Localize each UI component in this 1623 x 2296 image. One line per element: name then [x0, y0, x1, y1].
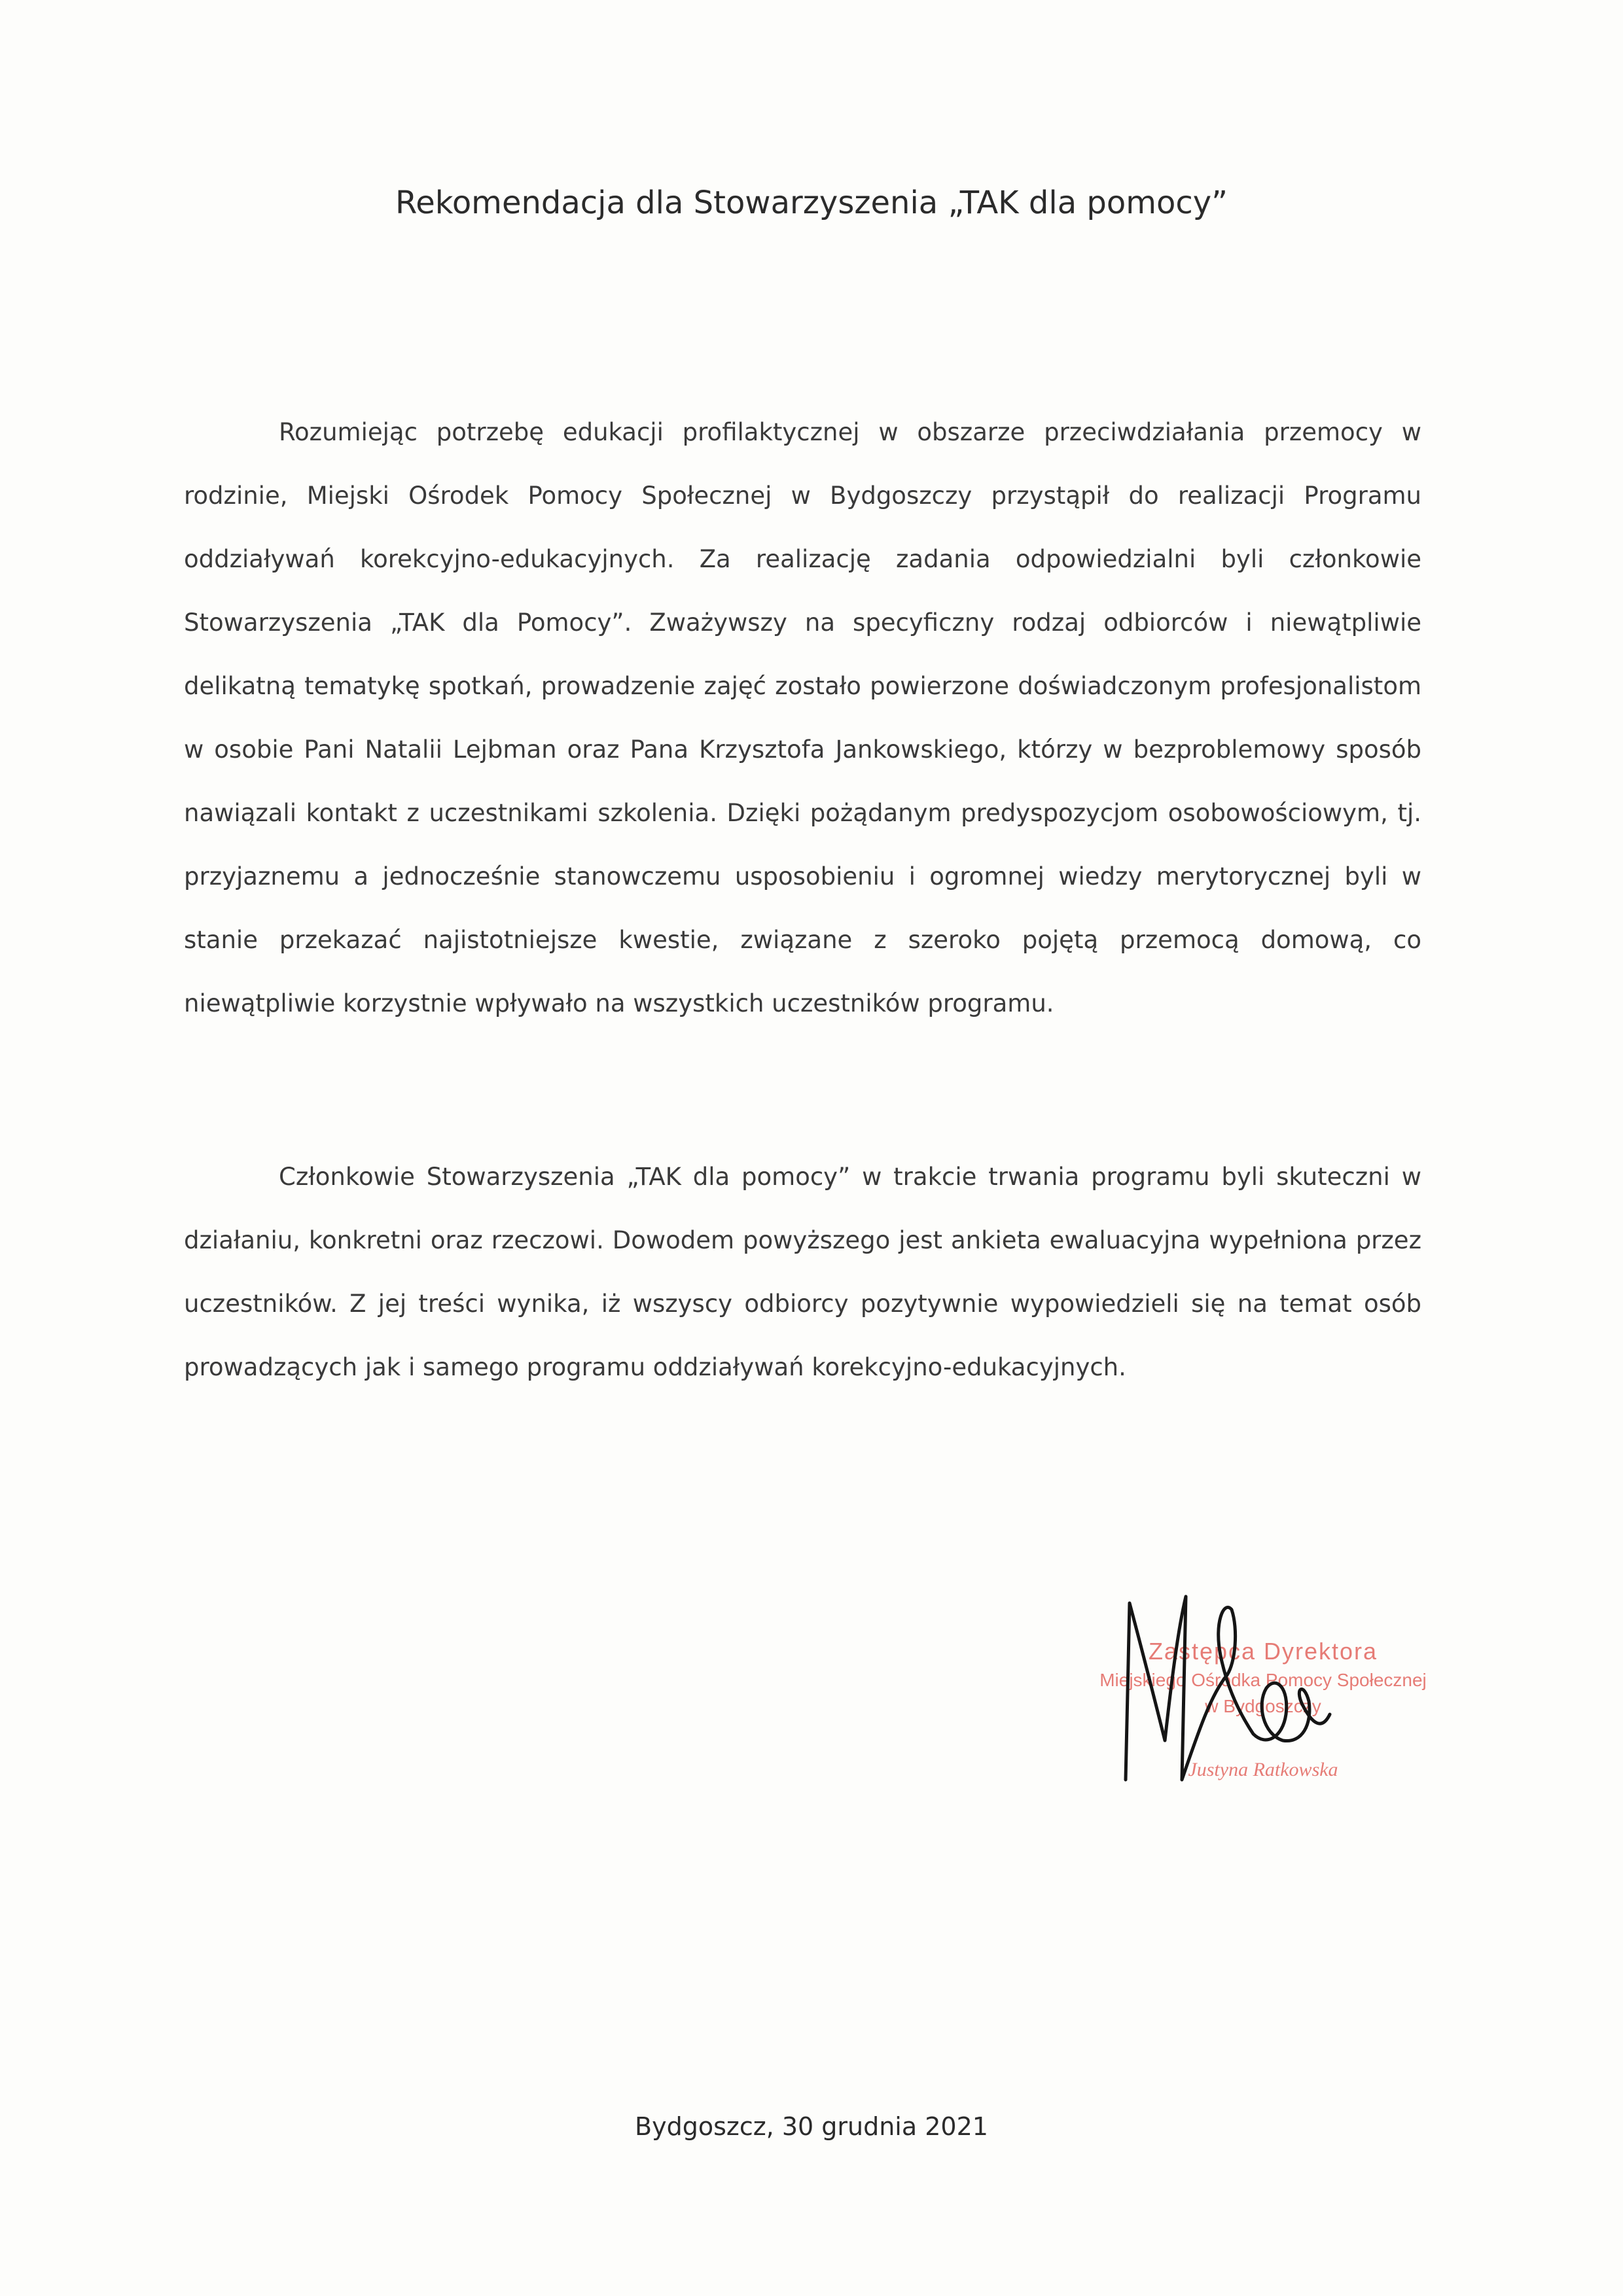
stamp-position: Zastępca Dyrektora: [1148, 1638, 1378, 1665]
body-paragraph-1-container: [184, 400, 1421, 1035]
stamp-city: w Bydgoszczy: [1205, 1696, 1321, 1716]
signature-block: [1047, 1583, 1453, 1819]
stamp-institution: Miejskiego Ośrodka Pomocy Społecznej: [1099, 1670, 1427, 1690]
handwritten-signature-icon: [1086, 1583, 1400, 1806]
document-date: Bydgoszcz, 30 grudnia 2021: [635, 2112, 988, 2141]
body-paragraph: Rozumiejąc potrzebę edukacji profilaktycznej w obszarze przeciwdziałania przemocy w rodzinie, Miejski Ośrodek Pomocy Społecznej w Bydgoszczy przystąpił do realizacji Programu oddziaływań korekcyjno-edukacyjnych. Za realizację zadania odpowiedzialni byli członkowie Stowarzyszenia „TAK dla Pomocy”. Zważywszy na specyficzny rodzaj odbiorców i niewątpliwie delikatną tematykę spotkań, prowadzenie zajęć zostało powierzone doświadczonym profesjonalistom w osobie Pani Natalii Lejbman oraz Pana Krzysztofa Jankowskiego, którzy w bezproblemowy sposób nawiązali kontakt z uczestnikami szkolenia. Dzięki pożądanym predyspozycjom osobowościowym, tj. przyjaznemu a jednocześnie stanowczemu usposobieniu i ogromnej wiedzy merytorycznej byli w stanie przekazać najistotniejsze kwestie, związane z szeroko pojętą przemocą domową, co niewątpliwie korzystnie wpływało na wszystkich uczestników programu.: [184, 418, 1421, 1017]
stamp-signatory-name: Justyna Ratkowska: [1188, 1759, 1338, 1780]
body-paragraph: Członkowie Stowarzyszenia „TAK dla pomocy” w trakcie trwania programu byli skuteczni w działaniu, konkretni oraz rzeczowi. Dowodem powyższego jest ankieta ewaluacyjna wypełniona przez uczestników. Z jej treści wynika, iż wszyscy odbiorcy pozytywnie wypowiedzieli się na temat osób prowadzących jak i samego programu oddziaływań korekcyjno-edukacyjnych.: [184, 1163, 1421, 1381]
document-title: Rekomendacja dla Stowarzyszenia „TAK dla pomocy”: [395, 185, 1228, 221]
body-paragraph-2-container: [184, 1145, 1421, 1399]
